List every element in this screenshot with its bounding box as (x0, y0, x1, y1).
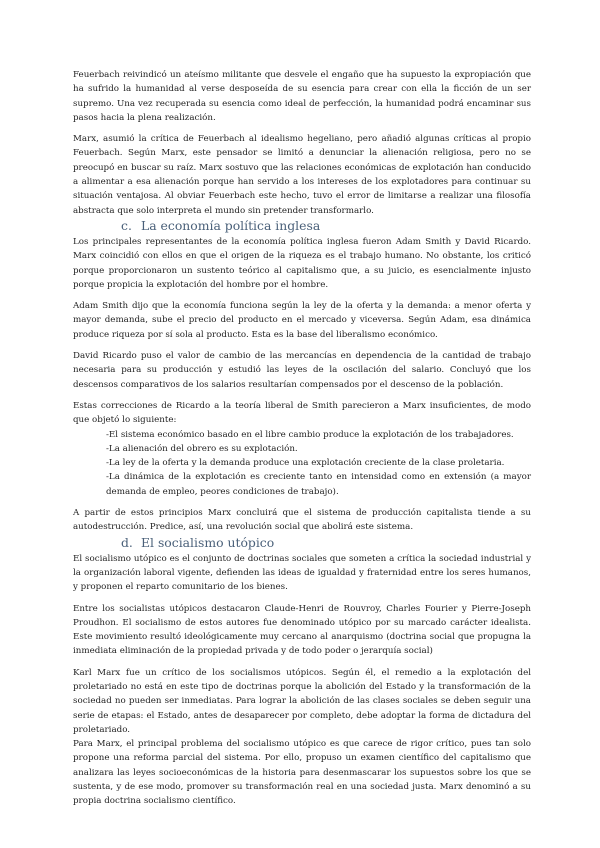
section-title-c: La economía política inglesa (141, 217, 321, 233)
section-letter-d: d. (121, 534, 133, 550)
paragraph-marx-critique-feuerbach: Marx, asumió la crítica de Feuerbach al idealismo hegeliano, pero añadió algunas críticas al propio Feuerbach. Según Marx, este pensador se limitó a denunciar la alienación religiosa, pero no se preocupó en buscar su raíz. Marx sostuvo que las relaciones económicas de explotación han conducido a alimentar a esa alienación porque han servido a los intereses de los explotadores para continuar su situación ventajosa. Al obviar Feuerbach este hecho, tuvo el error de limitarse a realizar una filosofía abstracta que solo interpreta el mundo sin pretender transformarlo. (73, 134, 531, 216)
paragraph-scientific-socialism: Para Marx, el principal problema del socialismo utópico es que carece de rigor crítico, pues tan solo propone una reforma parcial del sistema. Por ello, propuso un examen científico del capitalismo que analizara las leyes socioeconómicas de la historia para desenmascarar los supuestos sobre los que se sustenta, y de ese modo, promover su transformación real en una sociedad justa. Marx denominó a su propia doctrina socialismo científico. (73, 739, 531, 807)
section-heading-d (121, 535, 531, 550)
paragraph-utopian-definition: El socialismo utópico es el conjunto de doctrinas sociales que someten a crítica la sociedad industrial y la organización laboral vigente, defienden las ideas de igualdad y fraternidad entre los seres humanos, y proponen el reparto comunitario de los bienes. (73, 553, 531, 593)
objections-list (73, 428, 531, 499)
paragraph-political-economy: Los principales representantes de la economía política inglesa fueron Adam Smith y David Ricardo. Marx coincidió con ellos en que el origen de la riqueza es el trabajo humano. No obstante, los criticó porque proporcionaron un sustento teórico al capitalismo que, a su juicio, es esencialmente injusto porque propicia la explotación del hombre por el hombre. (73, 236, 531, 290)
paragraph-feuerbach-atheism: Feuerbach reivindicó un ateísmo militante que desvele el engaño que ha supuesto la expropiación que ha sufrido la humanidad al verse desposeída de su esencia para crear con ella la ficción de un ser supremo. Una vez recuperada su esencia como ideal de perfección, la humanidad podrá encaminar sus pasos hacia la plena realización. (73, 70, 531, 123)
paragraph-self-destruction: A partir de estos principios Marx concluirá que el sistema de producción capitalista tiende a su autodestrucción. Predice, así, una revolución social que abolirá este sistema. (73, 508, 531, 533)
paragraph-utopian-authors: Entre los socialistas utópicos destacaron Claude-Henri de Rouvroy, Charles Fourier y Pierre-Joseph Proudhon. El socialismo de estos autores fue denominado utópico por su marcado carácter idealista. Este movimiento resultó ideológicamente muy cercano al anarquismo (doctrina social que propugna la inmediata eliminación de la propiedad privada y de todo poder o jerarquía social) (73, 603, 531, 657)
list-item: -La dinámica de la explotación es creciente tanto en intensidad como en extensión (a mayor demanda de empleo, peores condiciones de trabajo). (106, 472, 531, 497)
paragraph-marx-objections: Estas correcciones de Ricardo a la teoría liberal de Smith parecieron a Marx insuficientes, de modo que objetó lo siguiente: (73, 400, 531, 426)
section-heading-c (121, 218, 531, 233)
document-page (73, 68, 531, 809)
paragraph-david-ricardo: David Ricardo puso el valor de cambio de las mercancías en dependencia de la cantidad de trabajo necesaria para su producción y estudió las leyes de la oscilación del salario. Concluyó que los descensos comparativos de los salarios resultarían compensados por el descenso de la población. (73, 351, 531, 390)
paragraph-adam-smith: Adam Smith dijo que la economía funciona según la ley de la oferta y la demanda: a menor oferta y mayor demanda, sube el precio del producto en el mercado y viceversa. Según Adam, esa dinámica produce riqueza por sí sola al producto. Esta es la base del liberalismo económico. (73, 301, 531, 340)
section-title-d: El socialismo utópico (141, 534, 275, 550)
list-item: -La alienación del obrero es su explotación. (106, 443, 298, 454)
section-letter-c: c. (121, 217, 132, 233)
list-item: -La ley de la oferta y la demanda produce una explotación creciente de la clase proletaria. (106, 458, 505, 469)
list-item: -El sistema económico basado en el libre cambio produce la explotación de los trabajadores. (106, 429, 514, 440)
paragraph-marx-critic-utopian: Karl Marx fue un crítico de los socialismos utópicos. Según él, el remedio a la explotación del proletariado no está en este tipo de doctrinas porque la abolición del Estado y la transformación de la sociedad no pueden ser inmediatas. Para lograr la abolición de las clases sociales se deben seguir una serie de etapas: el Estado, antes de desaparecer por completo, debe adoptar la forma de dictadura del proletariado. (73, 667, 531, 735)
